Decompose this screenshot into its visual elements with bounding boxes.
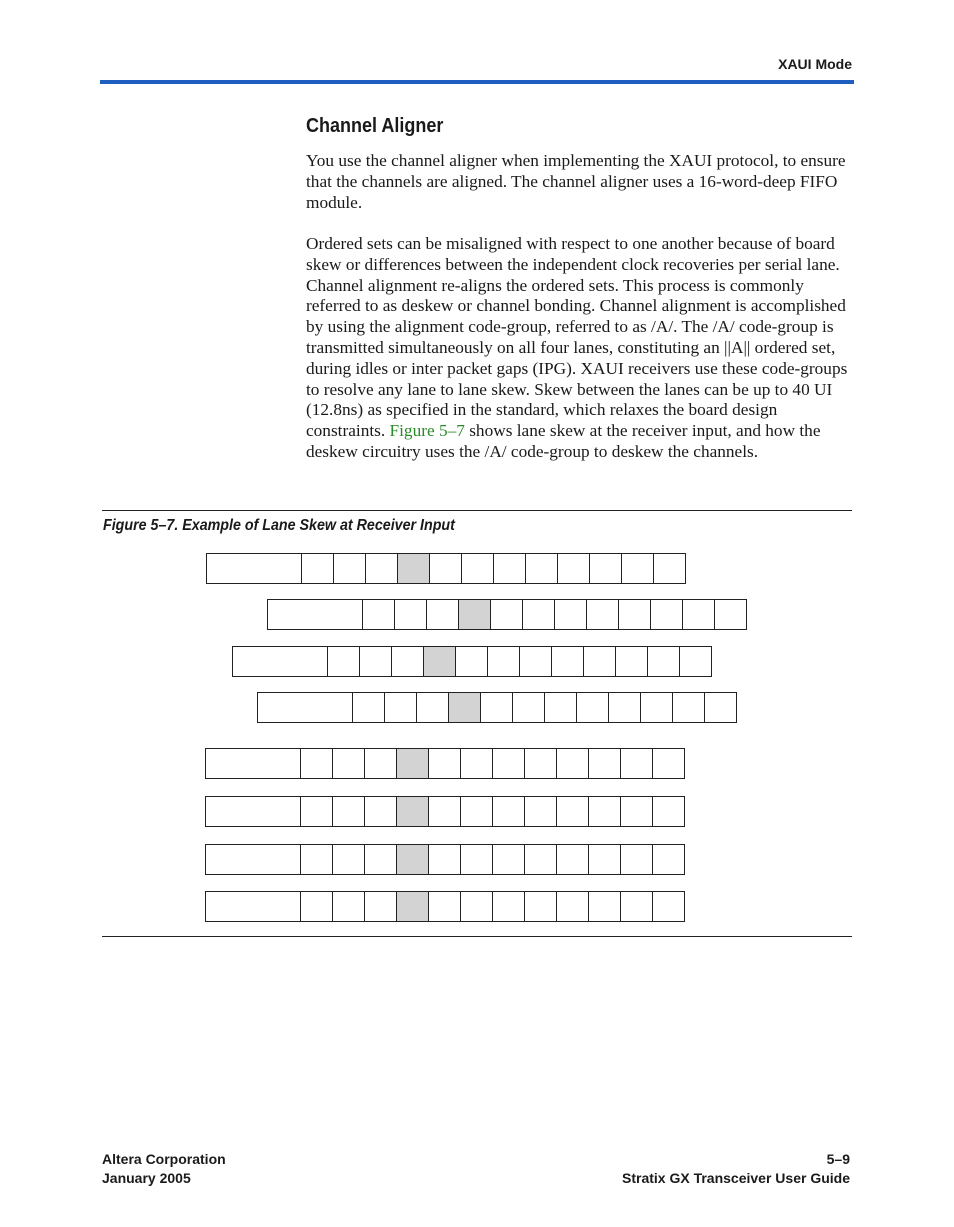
lane-label-box bbox=[205, 891, 301, 922]
footer-company: Altera Corporation bbox=[102, 1151, 226, 1167]
code-group-cell bbox=[512, 692, 545, 723]
code-group-cell bbox=[576, 692, 609, 723]
code-group-cell bbox=[493, 553, 526, 584]
code-group-cell bbox=[652, 796, 685, 827]
code-group-cell bbox=[524, 748, 557, 779]
code-group-cell bbox=[364, 796, 397, 827]
align-code-group-cell bbox=[448, 692, 481, 723]
code-group-cell bbox=[460, 748, 493, 779]
code-group-cell bbox=[352, 692, 385, 723]
code-group-cell bbox=[524, 844, 557, 875]
figure-caption: Figure 5–7. Example of Lane Skew at Receiver Input bbox=[103, 517, 455, 534]
code-group-cell bbox=[519, 646, 552, 677]
code-group-cell bbox=[394, 599, 427, 630]
code-group-cell bbox=[672, 692, 705, 723]
code-group-cell bbox=[332, 844, 365, 875]
code-group-cell bbox=[460, 844, 493, 875]
code-group-cell bbox=[650, 599, 683, 630]
code-group-cell bbox=[522, 599, 555, 630]
code-group-cell bbox=[300, 748, 333, 779]
lane-label-box bbox=[257, 692, 353, 723]
code-group-cell bbox=[615, 646, 648, 677]
code-group-cell bbox=[492, 891, 525, 922]
code-group-cell bbox=[384, 692, 417, 723]
code-group-cell bbox=[647, 646, 680, 677]
code-group-cell bbox=[524, 796, 557, 827]
paragraph-deskew bbox=[306, 234, 854, 463]
code-group-cell bbox=[588, 844, 621, 875]
code-group-cell bbox=[359, 646, 392, 677]
code-group-cell bbox=[428, 891, 461, 922]
code-group-cell bbox=[365, 553, 398, 584]
running-header-title: XAUI Mode bbox=[778, 56, 852, 72]
code-group-cell bbox=[544, 692, 577, 723]
code-group-cell bbox=[492, 796, 525, 827]
code-group-cell bbox=[583, 646, 616, 677]
code-group-cell bbox=[327, 646, 360, 677]
code-group-cell bbox=[652, 844, 685, 875]
code-group-cell bbox=[620, 796, 653, 827]
deskewed-lane-1 bbox=[205, 748, 684, 777]
code-group-cell bbox=[480, 692, 513, 723]
lane-label-box bbox=[205, 748, 301, 779]
code-group-cell bbox=[586, 599, 619, 630]
align-code-group-cell bbox=[396, 796, 429, 827]
figure-bottom-rule bbox=[102, 936, 852, 937]
code-group-cell bbox=[525, 553, 558, 584]
code-group-cell bbox=[653, 553, 686, 584]
align-code-group-cell bbox=[396, 891, 429, 922]
align-code-group-cell bbox=[458, 599, 491, 630]
code-group-cell bbox=[490, 599, 523, 630]
code-group-cell bbox=[620, 891, 653, 922]
skewed-lane-1 bbox=[206, 553, 685, 582]
code-group-cell bbox=[428, 796, 461, 827]
footer-page-number: 5–9 bbox=[826, 1151, 850, 1167]
code-group-cell bbox=[620, 844, 653, 875]
code-group-cell bbox=[608, 692, 641, 723]
code-group-cell bbox=[455, 646, 488, 677]
code-group-cell bbox=[300, 891, 333, 922]
section-heading: Channel Aligner bbox=[306, 115, 444, 137]
code-group-cell bbox=[492, 748, 525, 779]
code-group-cell bbox=[391, 646, 424, 677]
code-group-cell bbox=[364, 748, 397, 779]
header-rule bbox=[100, 80, 854, 84]
code-group-cell bbox=[620, 748, 653, 779]
code-group-cell bbox=[704, 692, 737, 723]
code-group-cell bbox=[588, 748, 621, 779]
code-group-cell bbox=[556, 844, 589, 875]
code-group-cell bbox=[556, 891, 589, 922]
code-group-cell bbox=[621, 553, 654, 584]
figure-link[interactable]: Figure 5–7 bbox=[389, 421, 465, 441]
code-group-cell bbox=[524, 891, 557, 922]
code-group-cell bbox=[554, 599, 587, 630]
code-group-cell bbox=[333, 553, 366, 584]
code-group-cell bbox=[487, 646, 520, 677]
paragraph-text-end: shows lane skew at the receiver input, and how the deskew circuitry uses the /A/ code-group to deskew the channels. bbox=[306, 421, 821, 461]
skewed-lane-4 bbox=[257, 692, 736, 721]
code-group-cell bbox=[416, 692, 449, 723]
footer-right bbox=[622, 1150, 850, 1188]
code-group-cell bbox=[460, 891, 493, 922]
code-group-cell bbox=[332, 796, 365, 827]
figure-top-rule bbox=[102, 510, 852, 511]
code-group-cell bbox=[332, 891, 365, 922]
deskewed-lane-3 bbox=[205, 844, 684, 873]
code-group-cell bbox=[588, 796, 621, 827]
lane-label-box bbox=[267, 599, 363, 630]
code-group-cell bbox=[551, 646, 584, 677]
footer-left bbox=[102, 1150, 226, 1188]
paragraph-intro: You use the channel aligner when implementing the XAUI protocol, to ensure that the channels are aligned. The channel aligner uses a 16-word-deep FIFO module. bbox=[306, 151, 846, 212]
code-group-cell bbox=[461, 553, 494, 584]
deskewed-lane-2 bbox=[205, 796, 684, 825]
footer-guide-title: Stratix GX Transceiver User Guide bbox=[622, 1170, 850, 1186]
align-code-group-cell bbox=[423, 646, 456, 677]
code-group-cell bbox=[460, 796, 493, 827]
lane-label-box bbox=[205, 796, 301, 827]
code-group-cell bbox=[588, 891, 621, 922]
code-group-cell bbox=[428, 748, 461, 779]
footer-date: January 2005 bbox=[102, 1170, 191, 1186]
lane-label-box bbox=[206, 553, 302, 584]
align-code-group-cell bbox=[396, 748, 429, 779]
code-group-cell bbox=[714, 599, 747, 630]
code-group-cell bbox=[300, 844, 333, 875]
code-group-cell bbox=[556, 796, 589, 827]
code-group-cell bbox=[492, 844, 525, 875]
skewed-lane-3 bbox=[232, 646, 711, 675]
code-group-cell bbox=[364, 844, 397, 875]
code-group-cell bbox=[428, 844, 461, 875]
code-group-cell bbox=[640, 692, 673, 723]
code-group-cell bbox=[429, 553, 462, 584]
code-group-cell bbox=[682, 599, 715, 630]
align-code-group-cell bbox=[397, 553, 430, 584]
align-code-group-cell bbox=[396, 844, 429, 875]
code-group-cell bbox=[652, 891, 685, 922]
code-group-cell bbox=[652, 748, 685, 779]
code-group-cell bbox=[556, 748, 589, 779]
code-group-cell bbox=[679, 646, 712, 677]
code-group-cell bbox=[426, 599, 459, 630]
lane-label-box bbox=[232, 646, 328, 677]
code-group-cell bbox=[300, 796, 333, 827]
code-group-cell bbox=[589, 553, 622, 584]
code-group-cell bbox=[332, 748, 365, 779]
lane-label-box bbox=[205, 844, 301, 875]
code-group-cell bbox=[301, 553, 334, 584]
deskewed-lane-4 bbox=[205, 891, 684, 920]
code-group-cell bbox=[557, 553, 590, 584]
code-group-cell bbox=[362, 599, 395, 630]
code-group-cell bbox=[618, 599, 651, 630]
paragraph-text: Ordered sets can be misaligned with respect to one another because of board skew or differences between the independent clock recoveries per serial lane. Channel alignment re-aligns the ordered sets. This process is commonly referred to as deskew or channel bonding. Channel alignment is accomplished by using the alignment code-group, referred to as /A/. The /A/ code-group is transmitted simultaneously on all four lanes, constituting an ||A|| ordered set, during idles or inter packet gaps (IPG). XAUI receivers use these code-groups to resolve any lane to lane skew. Skew between the lanes can be up to 40 UI (12.8ns) as specified in the standard, which relaxes the board design constraints. bbox=[306, 234, 848, 441]
code-group-cell bbox=[364, 891, 397, 922]
skewed-lane-2 bbox=[267, 599, 746, 628]
